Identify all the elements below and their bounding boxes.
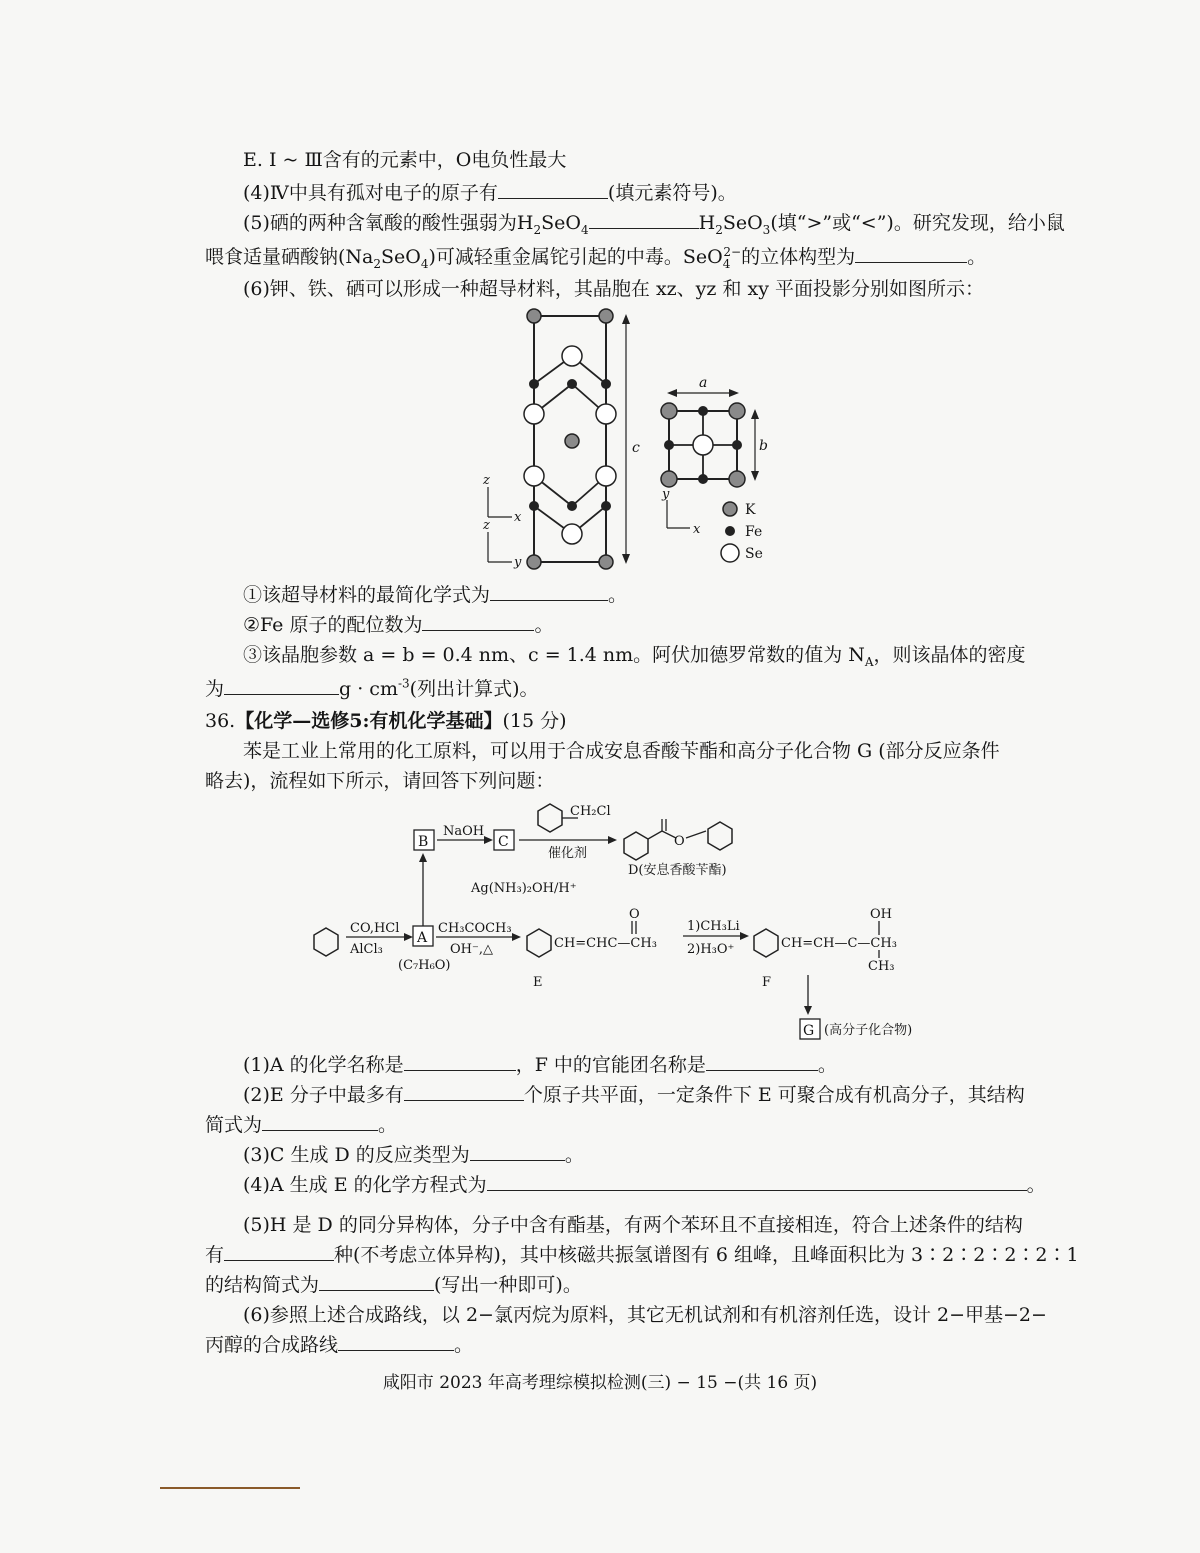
q36-s1-blank-A[interactable] (404, 1052, 516, 1071)
q5-text: 喂食适量硒酸钠(Na (205, 246, 374, 268)
axis-x-label: x (693, 522, 701, 537)
q5-text: (填“>”或“<”)。研究发现，给小鼠 (770, 212, 1065, 234)
q5-text: 。 (967, 246, 987, 268)
q36-s2-text: (2)E 分子中最多有 (243, 1084, 404, 1106)
reagent-h3o: 2)H₃O⁺ (687, 942, 735, 957)
compound-D-label: D(安息香酸苄酯) (628, 863, 727, 878)
q5-text: H (698, 212, 716, 234)
compound-F-chain: CH=CH—C—CH₃ (781, 936, 897, 951)
q36-s2-blank-polymer[interactable] (262, 1112, 378, 1131)
q36-s5-blank-structure[interactable] (319, 1272, 434, 1291)
q36-sub3 (243, 1142, 584, 1168)
label-c: c (632, 440, 640, 456)
question-5-line2: 喂食适量硒酸钠$(Na_2SeO_4)$可减轻重金属铊引起的中毒。SeO$_4^{2-}$的立体构型为 。 (205, 244, 987, 271)
q6-sub1 (243, 582, 627, 608)
reagent-oh-heat: OH⁻,△ (450, 942, 493, 957)
q36-sub2 (243, 1082, 1025, 1108)
q36-s5-text3: 的结构简式为 (205, 1274, 320, 1296)
q36-s3-end: 。 (564, 1144, 584, 1166)
q6-sub3-unit: g · cm (339, 678, 398, 700)
q36-sub5: (5)H 是 D 的同分异构体，分子中含有酯基，有两个苯环且不直接相连，符合上述条件的结构 (243, 1214, 1023, 1236)
q6-sub3-sup: -3 (397, 676, 410, 691)
option-E: E. Ⅰ ~ Ⅲ含有的元素中，O电负性最大 (243, 149, 567, 171)
q36-header (205, 708, 567, 734)
methyl-group: CH₃ (868, 959, 895, 974)
hydroxyl-group: OH (870, 907, 892, 922)
q36-s2-end: 。 (378, 1114, 398, 1136)
box-A-label: A (417, 930, 428, 946)
q36-s5-text: 有 (205, 1244, 225, 1266)
q36-s1-text: (1)A 的化学名称是 (243, 1054, 404, 1076)
box-C-label: C (498, 834, 509, 850)
q6-sub3-text: ③该晶胞参数 a = b = 0.4 nm、c = 1.4 nm。阿伏加德罗常数的值为 N (243, 644, 865, 666)
page-footer: 咸阳市 2023 年高考理综模拟检测(三) − 15 −(共 16 页) (382, 1373, 818, 1393)
q36-s4-end: 。 (1026, 1174, 1046, 1196)
q6-sub3-note: (列出计算式)。 (409, 678, 539, 700)
question-5-line1: (5)硒的两种含氧酸的酸性强弱为$H_2SeO_4$ $H_2SeO_3$(填“>”或“<”)。研究发现，给小鼠 (243, 212, 1065, 237)
q36-s2-text2: 个原子共平面，一定条件下 E 可聚合成有机高分子，其结构 (523, 1084, 1025, 1106)
box-B-label: B (418, 834, 429, 850)
axis-z-label: z (483, 473, 490, 488)
box-G-label: G (803, 1023, 815, 1039)
q36-sub6: (6)参照上述合成路线，以 2−氯丙烷为原料，其它无机试剂和有机溶剂任选，设计 2−甲基−2− (243, 1304, 1047, 1326)
legend-Se: Se (745, 546, 763, 562)
compound-F-label: F (762, 975, 772, 990)
q4-text: (4)Ⅳ中具有孤对电子的原子有 (243, 182, 498, 204)
reagent-alcl3: AlCl₃ (350, 942, 383, 957)
q6-coordination-blank[interactable] (422, 612, 534, 631)
q6-sub1-text: ①该超导材料的最简化学式为 (243, 584, 491, 606)
legend-K-marker (723, 502, 737, 516)
q36-intro2: 略去)，流程如下所示，请回答下列问题： (205, 770, 555, 792)
legend-Fe: Fe (745, 524, 763, 540)
q6-density-blank[interactable] (224, 676, 339, 695)
q36-s3-text: (3)C 生成 D 的反应类型为 (243, 1144, 470, 1166)
reagent-ch3li: 1)CH₃Li (687, 919, 740, 934)
reagent-naoh: NaOH (443, 824, 485, 839)
ketone-oxygen: O (629, 907, 640, 922)
benzyl-chloride: CH₂Cl (570, 804, 611, 819)
ester-oxygen: O (674, 834, 685, 849)
q36-intro1: 苯是工业上常用的化工原料，可以用于合成安息香酸苄酯和高分子化合物 G (部分反应条件 (243, 740, 1000, 762)
formula-A: (C₇H₆O) (398, 958, 451, 973)
axis-y-label: y (514, 555, 522, 570)
q6-sub2-end: 。 (534, 614, 554, 636)
q36-s6-text: 丙醇的合成路线 (205, 1334, 339, 1356)
q5-text: SeO (541, 212, 581, 234)
reagent-tollens: Ag(NH₃)₂OH/H⁺ (471, 881, 577, 896)
q36-score: (15 分) (502, 710, 567, 732)
q36-s1-text2: ，F 中的官能团名称是 (515, 1054, 706, 1076)
q6-sub3-line1 (243, 642, 1026, 668)
axis-y-label: y (662, 487, 670, 502)
q36-s6-end: 。 (454, 1334, 474, 1356)
question-6-intro: (6)钾、铁、硒可以形成一种超导材料，其晶胞在 xz、yz 和 xy 平面投影分别如图所示： (243, 278, 984, 300)
q36-s1-blank-F[interactable] (706, 1052, 818, 1071)
q36-title: 【化学—选修5:有机化学基础】 (235, 710, 503, 732)
legend-Fe-marker (725, 526, 735, 536)
bottom-rule (160, 1487, 300, 1489)
crystal-xy-projection (661, 375, 768, 562)
q6-sub3-line2 (205, 676, 539, 702)
q36-sub1 (243, 1052, 837, 1078)
q36-s5-text2: 种(不考虑立体异构)，其中核磁共振氢谱图有 6 组峰，且峰面积比为 3∶2∶2∶2∶2∶1 (334, 1244, 1079, 1266)
q6-sub2 (243, 612, 553, 638)
q36-sub6-line2 (205, 1332, 473, 1358)
legend-Se-marker (721, 544, 739, 562)
q36-s1-end: 。 (817, 1054, 837, 1076)
label-a: a (699, 375, 708, 391)
q5-text: (5)硒的两种含氧酸的酸性强弱为H (243, 212, 534, 234)
q5-text: SeO (381, 246, 421, 268)
q36-sub4 (243, 1172, 1046, 1198)
q36-s4-blank[interactable] (487, 1172, 1027, 1191)
label-b: b (759, 438, 768, 454)
q6-sub3-text2: 为 (205, 678, 225, 700)
q6-formula-blank[interactable] (490, 582, 608, 601)
q6-sub2-text: ②Fe 原子的配位数为 (243, 614, 423, 636)
compound-G-label: (高分子化合物) (824, 1023, 913, 1038)
q36-s6-blank[interactable] (338, 1332, 454, 1351)
reagent-catalyst: 催化剂 (548, 846, 588, 861)
q36-sub5-line2 (205, 1242, 1079, 1268)
compound-E-chain: CH=CHC—CH₃ (554, 936, 657, 951)
q6-sub3-end: ，则该晶体的密度 (873, 644, 1026, 666)
q36-s3-blank[interactable] (470, 1142, 565, 1161)
crystal-xz-projection (482, 309, 640, 570)
q6-sub3-subscript: A (864, 654, 874, 669)
q36-s2-text3: 简式为 (205, 1114, 263, 1136)
reagent-acetone: CH₃COCH₃ (438, 921, 512, 936)
q4-text-after: (填元素符号)。 (607, 182, 737, 204)
q36-s4-text: (4)A 生成 E 的化学方程式为 (243, 1174, 487, 1196)
synthesis-scheme (314, 804, 912, 1039)
q36-s5-blank-count[interactable] (224, 1242, 334, 1261)
q5-text: 的立体构型为 (741, 246, 856, 268)
benzene-ring (314, 928, 338, 956)
q5-text: SeO (722, 212, 763, 234)
axis-x-label: x (514, 510, 522, 525)
q5-text: )可减轻重金属铊引起的中毒。SeO (428, 246, 723, 268)
legend-K: K (745, 502, 756, 518)
q6-sub1-end: 。 (608, 584, 628, 606)
reagent-co-hcl: CO,HCl (350, 921, 400, 936)
axis-z-label: z (483, 518, 490, 533)
q36-sub5-line3 (205, 1272, 582, 1298)
compound-E-label: E (533, 975, 543, 990)
q36-s5-end: (写出一种即可)。 (434, 1274, 582, 1296)
q36-s2-blank-atoms[interactable] (404, 1082, 524, 1101)
q36-sub2-line2 (205, 1112, 397, 1138)
q36-number: 36. (205, 710, 236, 732)
